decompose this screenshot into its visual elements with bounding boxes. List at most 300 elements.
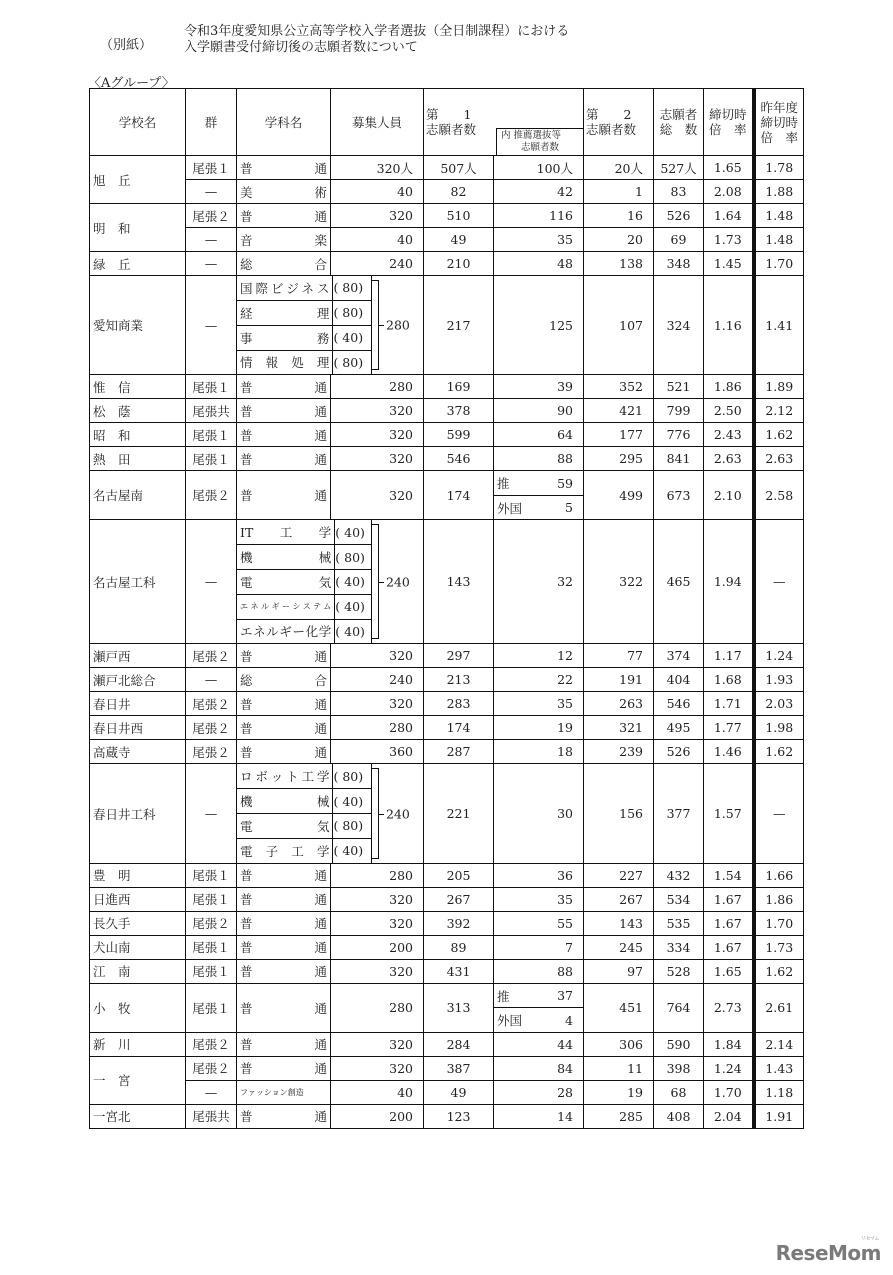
department-cell: ファッション創造 — [237, 1080, 331, 1104]
last-year-rate-cell: 1.98 — [754, 716, 804, 740]
recommend-cell: 19 — [494, 716, 584, 740]
department-cell: 総 合 — [237, 252, 331, 276]
second-choice-cell: 227 — [584, 863, 654, 887]
group-cell: — — [186, 180, 237, 204]
department-cell: 普 通 — [237, 1032, 331, 1056]
course-row — [237, 569, 371, 594]
recommend-cell: 28 — [494, 1080, 584, 1104]
table-row — [90, 520, 804, 644]
course-row — [237, 594, 371, 619]
table-header-row — [90, 89, 804, 156]
rate-cell: 1.67 — [704, 935, 754, 959]
rate-cell: 1.71 — [704, 692, 754, 716]
second-choice-cell: 97 — [584, 959, 654, 983]
department-cell: 普 通 — [237, 911, 331, 935]
capacity-cell: 320 — [331, 644, 424, 668]
last-year-rate-cell: 1.88 — [754, 180, 804, 204]
department-cell: 普 通 — [237, 1056, 331, 1080]
rate-cell: 1.77 — [704, 716, 754, 740]
capacity-cell: 320 — [331, 447, 424, 471]
first-choice-cell: 49 — [424, 1080, 494, 1104]
second-choice-cell: 16 — [584, 204, 654, 228]
total-cell: 465 — [654, 520, 704, 644]
second-choice-cell: 177 — [584, 423, 654, 447]
table-row — [90, 399, 804, 423]
title-line-2: 入学願書受付締切後の志願者数について — [184, 40, 418, 55]
department-cell: 普 通 — [237, 935, 331, 959]
department-cell: 普 通 — [237, 692, 331, 716]
school-name-cell: 熱 田 — [90, 447, 186, 471]
course-capacity: ( 40) — [335, 569, 371, 594]
department-cell: 普 通 — [237, 644, 331, 668]
last-year-rate-cell: 1.62 — [754, 423, 804, 447]
group-cell: 尾張２ — [186, 204, 237, 228]
capacity-cell: 240 — [331, 252, 424, 276]
foreign-label: 外国 — [497, 500, 523, 516]
recommend-cell: 39 — [494, 375, 584, 399]
recommend-split-cell — [494, 983, 584, 1032]
last-year-rate-cell: 1.24 — [754, 644, 804, 668]
table-row — [90, 1104, 804, 1128]
group-cell: 尾張２ — [186, 740, 237, 764]
second-choice-cell: 11 — [584, 1056, 654, 1080]
department-cell: 普 通 — [237, 887, 331, 911]
table-row — [90, 911, 804, 935]
course-row — [237, 545, 371, 570]
header-school: 学校名 — [90, 89, 186, 156]
recommend-cell: 125 — [494, 276, 584, 375]
second-choice-cell: 107 — [584, 276, 654, 375]
school-name-cell: 日進西 — [90, 887, 186, 911]
first-choice-cell: 599 — [424, 423, 494, 447]
header-group: 群 — [186, 89, 237, 156]
group-cell: 尾張１ — [186, 983, 237, 1032]
rate-cell: 2.08 — [704, 180, 754, 204]
table-row — [90, 692, 804, 716]
rate-cell: 2.63 — [704, 447, 754, 471]
recommend-cell: 22 — [494, 668, 584, 692]
course-name: ロボット工学 — [237, 764, 333, 788]
second-choice-cell: 322 — [584, 520, 654, 644]
first-choice-cell: 378 — [424, 399, 494, 423]
recommend-cell: 64 — [494, 423, 584, 447]
total-cell: 334 — [654, 935, 704, 959]
second-choice-cell: 239 — [584, 740, 654, 764]
total-cell: 799 — [654, 399, 704, 423]
second-choice-cell: 143 — [584, 911, 654, 935]
table-row — [90, 471, 804, 520]
capacity-total: 240 — [386, 574, 410, 590]
courses-cell — [237, 276, 424, 375]
capacity-cell: 40 — [331, 180, 424, 204]
table-row — [90, 764, 804, 863]
second-choice-cell: 20人 — [584, 156, 654, 180]
last-year-rate-cell: 1.70 — [754, 252, 804, 276]
rate-cell: 1.68 — [704, 668, 754, 692]
total-cell: 546 — [654, 692, 704, 716]
course-name: 情 報 処 理 — [237, 350, 333, 374]
rate-cell: 1.67 — [704, 887, 754, 911]
last-year-rate-cell: 1.62 — [754, 959, 804, 983]
course-capacity: ( 80) — [333, 276, 371, 300]
first-choice-cell: 284 — [424, 1032, 494, 1056]
department-cell: 普 通 — [237, 716, 331, 740]
group-cell: 尾張１ — [186, 156, 237, 180]
group-label: 〈Aグループ〉 — [88, 76, 175, 91]
appendix-note: （別紙） — [100, 38, 153, 53]
total-cell: 68 — [654, 1080, 704, 1104]
rate-cell: 1.65 — [704, 959, 754, 983]
last-year-rate-cell: 1.91 — [754, 1104, 804, 1128]
department-cell: 普 通 — [237, 447, 331, 471]
second-choice-cell: 499 — [584, 471, 654, 520]
group-cell: 尾張１ — [186, 447, 237, 471]
first-choice-cell: 510 — [424, 204, 494, 228]
total-cell: 348 — [654, 252, 704, 276]
course-row — [237, 350, 371, 374]
school-name-cell: 名古屋工科 — [90, 520, 186, 644]
last-year-rate-cell: 2.63 — [754, 447, 804, 471]
rate-cell: 1.73 — [704, 228, 754, 252]
capacity-cell: 320 — [331, 1032, 424, 1056]
first-choice-cell: 431 — [424, 959, 494, 983]
second-choice-cell: 352 — [584, 375, 654, 399]
second-choice-cell: 138 — [584, 252, 654, 276]
rate-cell: 1.16 — [704, 276, 754, 375]
department-cell: 普 通 — [237, 204, 331, 228]
second-choice-cell: 306 — [584, 1032, 654, 1056]
group-cell: 尾張１ — [186, 959, 237, 983]
group-cell: 尾張共 — [186, 399, 237, 423]
foreign-label: 外国 — [497, 1013, 523, 1029]
department-cell: 普 通 — [237, 423, 331, 447]
first-choice-cell: 387 — [424, 1056, 494, 1080]
last-year-rate-cell: 1.18 — [754, 1080, 804, 1104]
foreign-value: 4 — [565, 1012, 573, 1028]
first-choice-cell: 217 — [424, 276, 494, 375]
recommend-cell: 32 — [494, 520, 584, 644]
rate-cell: 2.73 — [704, 983, 754, 1032]
department-cell: 普 通 — [237, 1104, 331, 1128]
last-year-rate-cell: 1.48 — [754, 228, 804, 252]
department-cell: 普 通 — [237, 740, 331, 764]
recommend-cell: 36 — [494, 863, 584, 887]
recommend-cell: 30 — [494, 764, 584, 863]
first-choice-cell: 213 — [424, 668, 494, 692]
recommend-cell: 44 — [494, 1032, 584, 1056]
recommend-label: 推 — [494, 471, 540, 495]
table-row — [90, 935, 804, 959]
capacity-cell: 320 — [331, 692, 424, 716]
first-choice-cell: 49 — [424, 228, 494, 252]
department-cell: 総 合 — [237, 668, 331, 692]
recommend-cell: 88 — [494, 959, 584, 983]
school-name-cell: 昭 和 — [90, 423, 186, 447]
table-row — [90, 740, 804, 764]
table-row — [90, 447, 804, 471]
course-name: 電 気 — [237, 569, 335, 594]
capacity-cell: 280 — [331, 983, 424, 1032]
recommend-cell: 55 — [494, 911, 584, 935]
total-cell: 404 — [654, 668, 704, 692]
table-row — [90, 959, 804, 983]
total-cell: 69 — [654, 228, 704, 252]
recommend-value: 59 — [540, 471, 583, 495]
first-choice-cell: 287 — [424, 740, 494, 764]
rate-cell: 1.86 — [704, 375, 754, 399]
last-year-rate-cell: 1.66 — [754, 863, 804, 887]
group-cell: 尾張２ — [186, 1032, 237, 1056]
rate-cell: 1.94 — [704, 520, 754, 644]
school-name-cell: 犬山南 — [90, 935, 186, 959]
course-name: エネルギー化学 — [237, 619, 335, 643]
school-name-cell: 名古屋南 — [90, 471, 186, 520]
total-cell: 521 — [654, 375, 704, 399]
course-capacity: ( 40) — [335, 623, 365, 639]
applicants-table — [89, 88, 804, 1129]
course-row — [237, 325, 371, 350]
department-cell: 普 通 — [237, 375, 331, 399]
recommend-cell: 90 — [494, 399, 584, 423]
school-name-cell: 春日井 — [90, 692, 186, 716]
capacity-cell: 320 — [331, 959, 424, 983]
course-row — [237, 520, 371, 544]
group-cell: — — [186, 520, 237, 644]
first-choice-cell: 267 — [424, 887, 494, 911]
department-cell: 普 通 — [237, 399, 331, 423]
group-cell: 尾張２ — [186, 471, 237, 520]
course-capacity: ( 40) — [335, 520, 371, 544]
recommend-cell: 12 — [494, 644, 584, 668]
total-cell: 764 — [654, 983, 704, 1032]
capacity-cell: 360 — [331, 740, 424, 764]
group-cell: 尾張２ — [186, 644, 237, 668]
group-cell: — — [186, 252, 237, 276]
second-choice-cell: 77 — [584, 644, 654, 668]
header-first-choice: 第 1 志願者数 内 推薦選抜等 志願者数 — [424, 89, 584, 156]
course-row — [237, 276, 371, 300]
group-cell: 尾張共 — [186, 1104, 237, 1128]
last-year-rate-cell: 1.73 — [754, 935, 804, 959]
course-name: 電 子 工 学 — [237, 838, 333, 862]
group-cell: 尾張１ — [186, 863, 237, 887]
second-choice-cell: 451 — [584, 983, 654, 1032]
second-choice-cell: 421 — [584, 399, 654, 423]
total-cell: 432 — [654, 863, 704, 887]
total-cell: 527人 — [654, 156, 704, 180]
table-row — [90, 983, 804, 1032]
total-cell: 841 — [654, 447, 704, 471]
school-name-cell: 惟 信 — [90, 375, 186, 399]
school-name-cell: 新 川 — [90, 1032, 186, 1056]
course-row — [237, 814, 371, 839]
department-cell: 普 通 — [237, 983, 331, 1032]
school-name-cell: 瀬戸西 — [90, 644, 186, 668]
recommend-cell: 7 — [494, 935, 584, 959]
group-cell: 尾張２ — [186, 911, 237, 935]
rate-cell: 2.43 — [704, 423, 754, 447]
recommend-cell: 100人 — [494, 156, 584, 180]
group-cell: — — [186, 668, 237, 692]
header-second-choice: 第 2 志願者数 — [584, 89, 654, 156]
course-name: 経 理 — [237, 300, 333, 325]
department-cell: 美 術 — [237, 180, 331, 204]
last-year-rate-cell: 1.89 — [754, 375, 804, 399]
total-cell: 526 — [654, 204, 704, 228]
first-choice-cell: 313 — [424, 983, 494, 1032]
rate-cell: 1.54 — [704, 863, 754, 887]
second-choice-cell: 263 — [584, 692, 654, 716]
rate-cell: 1.24 — [704, 1056, 754, 1080]
total-cell: 528 — [654, 959, 704, 983]
last-year-rate-cell: 1.43 — [754, 1056, 804, 1080]
last-year-rate-cell: 2.58 — [754, 471, 804, 520]
table-row — [90, 887, 804, 911]
group-cell: — — [186, 228, 237, 252]
first-choice-cell: 123 — [424, 1104, 494, 1128]
first-choice-cell: 392 — [424, 911, 494, 935]
total-cell: 398 — [654, 1056, 704, 1080]
header-recommend: 内 推薦選抜等 志願者数 — [496, 128, 583, 155]
course-row — [237, 619, 371, 643]
rate-cell: 1.84 — [704, 1032, 754, 1056]
school-name-cell: 春日井工科 — [90, 764, 186, 863]
school-name-cell: 一 宮 — [90, 1056, 186, 1104]
first-choice-cell: 174 — [424, 471, 494, 520]
group-cell: 尾張１ — [186, 935, 237, 959]
total-cell: 776 — [654, 423, 704, 447]
second-choice-cell: 20 — [584, 228, 654, 252]
second-choice-cell: 1 — [584, 180, 654, 204]
header-total: 志願者 総 数 — [654, 89, 704, 156]
second-choice-cell: 267 — [584, 887, 654, 911]
capacity-cell: 240 — [331, 668, 424, 692]
total-cell: 324 — [654, 276, 704, 375]
school-name-cell: 愛知商業 — [90, 276, 186, 375]
course-capacity: ( 80) — [333, 354, 364, 370]
group-cell: 尾張１ — [186, 375, 237, 399]
department-cell: 普 通 — [237, 863, 331, 887]
total-cell: 534 — [654, 887, 704, 911]
courses-cell — [237, 520, 424, 644]
total-cell: 590 — [654, 1032, 704, 1056]
department-cell: 普 通 — [237, 156, 331, 180]
department-cell: 普 通 — [237, 471, 331, 520]
table-row — [90, 1080, 804, 1104]
total-cell: 526 — [654, 740, 704, 764]
table-row — [90, 276, 804, 375]
last-year-rate-cell: 1.78 — [754, 156, 804, 180]
second-choice-cell: 321 — [584, 716, 654, 740]
second-choice-cell: 156 — [584, 764, 654, 863]
course-name: 国際ビジネス — [237, 276, 333, 300]
group-cell: — — [186, 276, 237, 375]
last-year-rate-cell: 2.61 — [754, 983, 804, 1032]
group-cell: — — [186, 1080, 237, 1104]
rate-cell: 1.70 — [704, 1080, 754, 1104]
last-year-rate-cell: 2.12 — [754, 399, 804, 423]
group-cell: — — [186, 764, 237, 863]
total-cell: 673 — [654, 471, 704, 520]
school-name-cell: 豊 明 — [90, 863, 186, 887]
recommend-cell: 18 — [494, 740, 584, 764]
first-choice-cell: 89 — [424, 935, 494, 959]
school-name-cell: 松 蔭 — [90, 399, 186, 423]
recommend-cell: 35 — [494, 887, 584, 911]
first-choice-cell: 297 — [424, 644, 494, 668]
capacity-cell: 320 — [331, 911, 424, 935]
department-cell: 音 楽 — [237, 228, 331, 252]
header-last-year-rate: 昨年度 締切時 倍 率 — [754, 89, 804, 156]
header-capacity: 募集人員 — [331, 89, 424, 156]
capacity-cell: 320 — [331, 471, 424, 520]
document-title — [184, 24, 569, 56]
foreign-value: 5 — [565, 500, 573, 516]
second-choice-cell: 285 — [584, 1104, 654, 1128]
capacity-cell: 320 — [331, 423, 424, 447]
table-row — [90, 423, 804, 447]
rate-cell: 1.17 — [704, 644, 754, 668]
table-row — [90, 252, 804, 276]
recommend-value: 37 — [540, 984, 583, 1008]
first-choice-cell: 283 — [424, 692, 494, 716]
rate-cell: 1.57 — [704, 764, 754, 863]
table-row — [90, 375, 804, 399]
second-choice-cell: 191 — [584, 668, 654, 692]
recommend-cell: 14 — [494, 1104, 584, 1128]
rate-cell: 2.10 — [704, 471, 754, 520]
capacity-cell: 200 — [331, 1104, 424, 1128]
total-cell: 83 — [654, 180, 704, 204]
school-name-cell: 長久手 — [90, 911, 186, 935]
group-cell: 尾張２ — [186, 716, 237, 740]
course-name: 事 務 — [237, 325, 333, 350]
department-cell: 普 通 — [237, 959, 331, 983]
school-name-cell: 旭 丘 — [90, 156, 186, 204]
course-capacity: ( 40) — [333, 789, 371, 814]
table-row — [90, 204, 804, 228]
course-row — [237, 789, 371, 814]
last-year-rate-cell: 1.70 — [754, 911, 804, 935]
course-row — [237, 300, 371, 325]
rate-cell: 1.67 — [704, 911, 754, 935]
capacity-cell: 320 — [331, 399, 424, 423]
last-year-rate-cell: 1.86 — [754, 887, 804, 911]
last-year-rate-cell: 2.14 — [754, 1032, 804, 1056]
table-row — [90, 228, 804, 252]
table-row — [90, 863, 804, 887]
last-year-rate-cell: — — [754, 520, 804, 644]
table-row — [90, 716, 804, 740]
table-row — [90, 1032, 804, 1056]
course-capacity: ( 40) — [333, 325, 371, 350]
group-cell: 尾張２ — [186, 692, 237, 716]
recommend-cell: 35 — [494, 692, 584, 716]
recommend-cell: 116 — [494, 204, 584, 228]
capacity-cell: 280 — [331, 375, 424, 399]
table-row — [90, 1056, 804, 1080]
header-rate: 締切時 倍 率 — [704, 89, 754, 156]
course-capacity: ( 80) — [333, 814, 371, 839]
table-row — [90, 156, 804, 180]
school-name-cell: 江 南 — [90, 959, 186, 983]
course-capacity: ( 80) — [335, 545, 371, 570]
school-name-cell: 高蔵寺 — [90, 740, 186, 764]
school-name-cell: 明 和 — [90, 204, 186, 252]
last-year-rate-cell: 1.48 — [754, 204, 804, 228]
capacity-total: 280 — [386, 317, 410, 333]
first-choice-cell: 174 — [424, 716, 494, 740]
